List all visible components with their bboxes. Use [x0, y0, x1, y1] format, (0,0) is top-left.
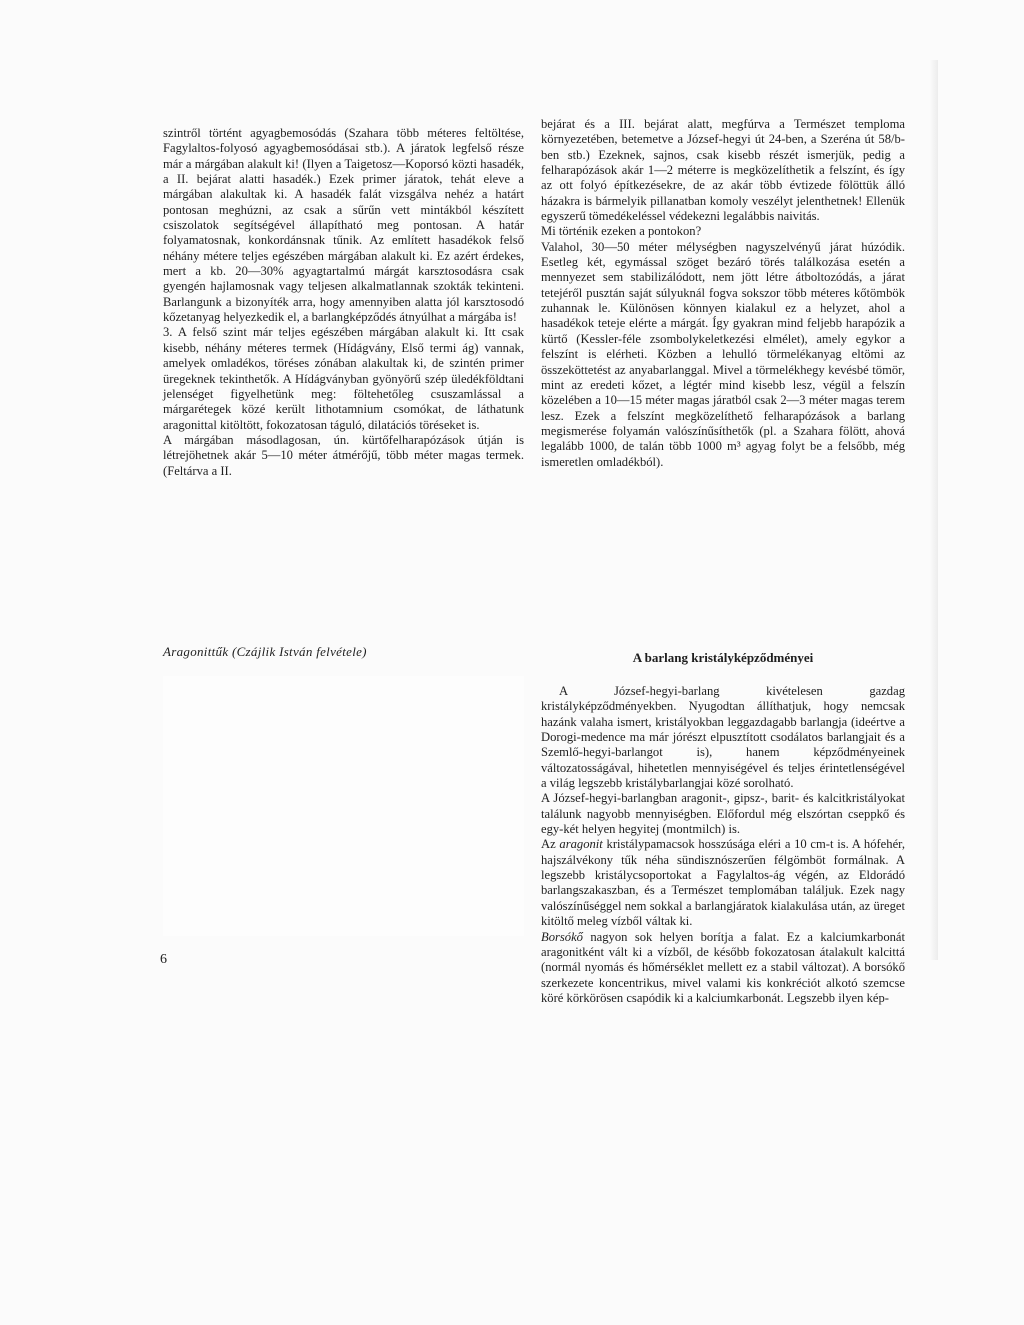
paragraph-text: nagyon sok helyen borítja a falat. Ez a kalciumkarbonát aragonitként vált ki a vízből, de később fokozatosan átalakult kalcittá (normál nyomás és hőmérséklet mellett ez a stabil változat). A borsókő szerkezete koncentrikus, mivel valami kis konkréciót alkotó szemcse köré körkörösen csapódik ki a kalciumkarbonát. Legszebb ilyen kép-	[541, 929, 906, 1005]
photo-caption: Aragonittűk (Czájlik István felvétele)	[163, 644, 367, 659]
section-paragraph-4	[541, 930, 905, 1007]
right-column	[541, 117, 905, 470]
paragraph-text: kristálypamacsok hosszúsága eléri a 10 cm-t is. A hófehér, hajszálvékony tűk néha sündisznószerűen félgömböt formálnak. A legszebb kristálycsoportokat a Fagylaltos-ág végén, az Eldorádó barlangszakaszban, és a Természet templomában találjuk. Ezek nagy valószínűséggel nem sokkal a barlangjáratok kialakulása után, az üreget kitöltő meleg vízből váltak ki.	[541, 837, 905, 929]
section-paragraph-1: A József-hegyi-barlang kivételesen gazdag kristályképződményekben. Nyugodtan állíthatjuk, hogy nemcsak hazánk valaha ismert, kristályokban leggazdagabb barlangja (ideértve a Dorogi-medence ma már jórészt elpusztított csodálatos barlangjait és a Szemlő-hegyi-barlangot is), hanem képződményeinek változatosságával, hihetetlen mennyiségével és teljes érintetlenségével a világ legszebb kristálybarlangjai közé sorolható.	[541, 684, 905, 791]
right-paragraph-3: Valahol, 30—50 méter mélységben nagyszelvényű járat húzódik. Esetleg két, egymással szöget bezáró törés találkozása esetén a mennyezet sem stabilizálódott, nem jött létre átboltozódás, a járat tetejéről pusztán saját súlyuknál fogva sokszor több méteres kőtömbök zuhannak le. Különösen könnyen kialakul ez a helyzet, ahol a hasadékok teteje elérte a márgát. Így gyakran mind feljebb harapózik a kürtő (Kessler-féle zsombolykeletkezési elmélet), amely egykor a felszínt is elérheti. Közben a lehulló törmelékanyag eltömi az összeköttetést az anyabarlanggal. Mivel a törmelékhegy kevésbé tömör, mint az eredeti kőzet, a légtér mind kisebb lesz, végül a felszín közelében a 10—15 méter magas járatból csak 2—3 méter magas terem lesz. Ezek a felszínt megközelíthető felharapózások a barlang megismerése folyamán valószínűsíthetők (pl. a Szahara fölött, ahová legalább 1000, de talán több 1000 m³ agyag folyt be a felsőbb, még ismeretlen omladékból).	[541, 239, 905, 469]
right-paragraph-1: bejárat és a III. bejárat alatt, megfúrva a Természet temploma környezetében, betemetve a József-hegyi út 24-ben, a Szeréna út 58/b-ben stb.) Ezeknek, sajnos, csak kisebb részét ismerjük, pedig a felharapózások akár 1—2 méterre is megközelíthetik a felszínt, és így az ott folyó építkezésekre, de az akár több évtizede fölöttük álló házakra is bármelyik pillanatban komoly veszélyt jelenthetnek! Ellenük egyszerű tömedékeléssel védekezni legalábbis naivitás.	[541, 117, 905, 224]
page-number: 6	[160, 952, 167, 967]
section-title: A barlang kristályképződményei	[632, 650, 814, 665]
term-borsoko: Borsókő	[541, 929, 583, 944]
section-paragraph-3	[541, 837, 905, 929]
paragraph-lead-word: Az	[541, 837, 556, 852]
left-paragraph-2: 3. A felső szint már teljes egészében márgában alakult ki. Itt csak kisebb, néhány méteres termek (Hídágvány, Első termi ág) vannak, amelyek omladékos, töréses zónában alakultak ki, de szintén primer üregeknek tekinthetők. A Hídágványban gyönyörű szép üledékföldtani jelenséget figyelhetünk meg: föltehetőleg csuszamlással a márgarétegek közé került lithotamnium csomókat, de láthatunk aragonittal kitöltött, fokozatosan táguló, dilatációs töréseket is.	[163, 325, 524, 432]
section-paragraph-2: A József-hegyi-barlangban aragonit-, gipsz-, barit- és kalcitkristályokat találunk nagyobb mennyiségben. Előfordul még elszórtan cseppkő és egy-két helyen hegyitej (montmilch) is.	[541, 791, 905, 837]
left-paragraph-1: szintről történt agyagbemosódás (Szahara több méteres feltöltése, Fagylaltos-folyosó agyagbemosódásai stb.). A járatok legfelső része már a márgában alakult ki! (Ilyen a Taigetosz—Koporsó közti hasadék, a II. bejárat alatti hasadék.) Ezek primer járatok, tehát eleve a márgában alakultak ki. A hasadék falát vizsgálva nehéz a határt pontosan meghúzni, az csak a sűrűn vett mintákból készített csiszolatok segítségével állapítható meg pontosan. A határ folyamatosnak, konkordánsnak tűnik. Az említett hasadékok felső néhány métere teljes egészében márgában alakult ki. Ez azért érdekes, mert a kb. 20—30% agyagtartalmú márgát karsztosodásra csak gyengén hajlamosnak vagy teljesen alkalmatlannak szokták tekinteni. Barlangunk a bizonyíték arra, hogy amennyiben alatta jól karsztosodó kőzetanyag helyezkedik el, a barlangképződés átnyúlhat a márgába is!	[163, 126, 524, 325]
term-aragonit: aragonit	[559, 837, 603, 852]
left-column	[163, 126, 524, 479]
right-column-section	[541, 684, 905, 1006]
right-paragraph-2: Mi történik ezeken a pontokon?	[541, 224, 702, 239]
photo-placeholder	[163, 676, 524, 936]
page-edge-shadow	[930, 60, 938, 960]
left-paragraph-3: A márgában másodlagosan, ún. kürtőfelharapózások útján is létrejöhetnek akár 5—10 méter átmérőjű, több méter magas termek. (Feltárva a II.	[163, 432, 524, 478]
